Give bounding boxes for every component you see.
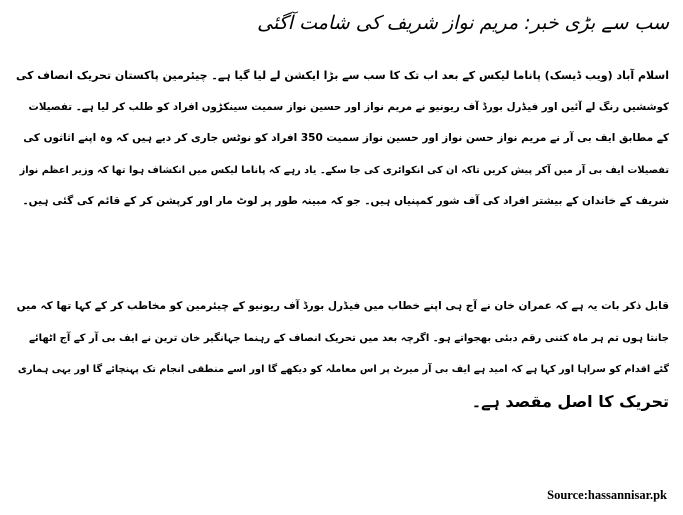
paragraph-line: تفصیلات ایف بی آر میں آکر پیش کریں تاکہ ان کی انکوائری کی جا سکے۔ یاد رہے کہ پاناما لیکس میں انکشاف ہوا تھا کہ وزیر اعظم نواز — [19, 164, 669, 176]
source-credit: Source:hassannisar.pk — [547, 488, 667, 502]
paragraph-line: شریف کے خاندان کے بیشتر افراد کی آف شور کمپنیاں ہیں۔ جو کہ مبینہ طور پر لوٹ مار اور کرپشن کر کے قائم کی گئی ہیں۔ — [22, 195, 669, 207]
article-paragraph-2 — [14, 291, 669, 417]
paragraph-line: کے مطابق ایف بی آر نے مریم نواز حسن نواز اور حسین نواز سمیت 350 افراد کو نوٹس جاری کر دیے ہیں کہ وہ اپنے اثاثوں کی — [23, 132, 669, 144]
paragraph-line: اسلام آباد (ویب ڈیسک) پاناما لیکس کے بعد اب تک کا سب سے بڑا ایکشن لے لیا گیا ہے۔ چیئرمین پاکستان تحریک انصاف کی — [15, 69, 669, 82]
paragraph-line: گئے اقدام کو سراہا اور کہا ہے کہ امید ہے ایف بی آر میرٹ پر اس معاملہ کو دیکھے گا اور اسے منطقی انجام تک پہنچائے گا اور یہی ہماری — [17, 364, 669, 375]
paragraph-line: کوششیں رنگ لے آئیں اور فیڈرل بورڈ آف ریونیو نے مریم نواز اور حسین نواز سمیت سینکڑوں افراد کو طلب کر لیا ہے۔ تفصیلات — [28, 100, 669, 113]
article-paragraph-1 — [14, 60, 669, 218]
paragraph-line: تحریک کا اصل مقصد ہے۔ — [471, 391, 669, 411]
paragraph-line: جانتا ہوں تم ہر ماہ کتنی رقم دبئی بھجواتے ہو۔ اگرچہ بعد میں تحریک انصاف کے رہنما جہانگیر خان ترین نے ایف بی آر کے آج اٹھائے — [29, 332, 669, 344]
paragraph-line: قابل ذکر بات یہ ہے کہ عمران خان نے آج ہی اپنے خطاب میں فیڈرل بورڈ آف ریونیو کے چیئرمین کو مخاطب کر کے کہا تھا کہ میں — [16, 300, 669, 312]
article-headline: سب سے بڑی خبر: مریم نواز شریف کی شامت آگئی — [257, 12, 669, 34]
